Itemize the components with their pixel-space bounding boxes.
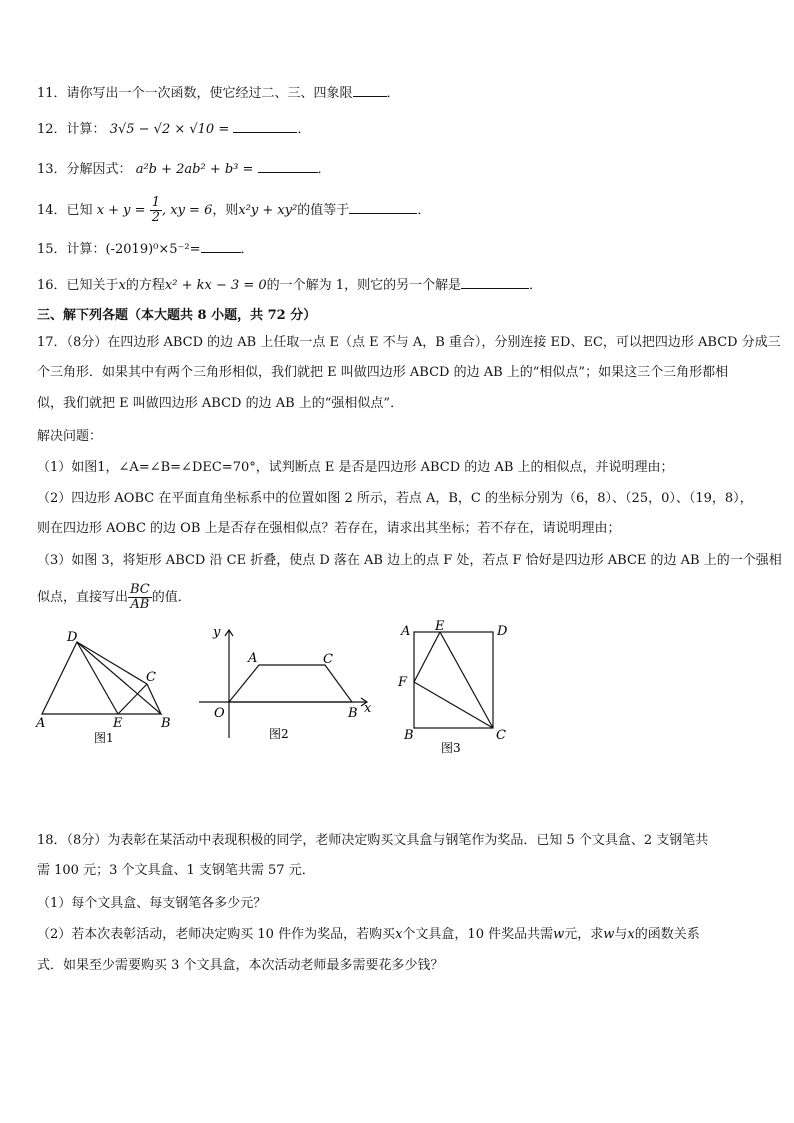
fig2-label-y: y (213, 625, 221, 640)
fig1-label-b: B (161, 716, 171, 731)
question-17-line-2: 个三角形．如果其中有两个三角形相似，我们就把 E 叫做四边形 ABCD 的边 AB 上的“相似点”；如果这三个三角形都相 (37, 365, 729, 380)
question-12-expression: 3√5 − √2 × √10 = (109, 122, 230, 137)
figure-3 (395, 618, 520, 756)
question-18-part-1: （1）每个文具盒、每支钢笔各多少元？ (37, 896, 267, 911)
figure-2 (195, 620, 380, 745)
fig3-label-e: E (435, 619, 445, 634)
fig1-label-e: E (113, 716, 123, 731)
question-17-part-3-cont: 似点，直接写出 $\frac{BC}{AB}$ 的值． (37, 582, 191, 612)
fig3-label-a: A (401, 624, 411, 639)
question-17-part-2-cont: 则在四边形 AOBC 的边 OB 上是否存在强相似点？若存在，请求出其坐标；若不存在，请说明理由； (37, 521, 621, 536)
question-17-part-1: （1）如图1，∠A=∠B=∠DEC=70°，试判断点 E 是否是四边形 ABCD 的边 AB 上的相似点，并说明理由； (37, 460, 674, 475)
question-13: 13．分解因式： a²b + 2ab² + b³ = ． (37, 162, 331, 177)
answer-blank-15[interactable] (201, 240, 241, 253)
answer-blank-11[interactable] (353, 84, 387, 97)
question-16-equation: x² + kx − 3 = 0 (164, 278, 267, 293)
fraction-one-half: $\frac{1}{2}$ (151, 195, 160, 225)
question-17-label: 解决问题： (37, 429, 103, 444)
question-15: 15．计算：(-2019)⁰×5⁻²= ． (37, 242, 254, 257)
answer-blank-13[interactable] (258, 160, 318, 173)
fig3-label-b: B (404, 728, 414, 743)
question-16: 16．已知关于x的方程x² + kx − 3 = 0的一个解为 1，则它的另一个解是 ． (37, 278, 543, 293)
section-heading: 三、解下列各题（本大题共 8 小题，共 72 分） (37, 308, 317, 323)
question-18-line-1: 18．（8分）为表彰在某活动中表现积极的同学，老师决定购买文具盒与钢笔作为奖品．已知 5 个文具盒、2 支钢笔共 (37, 833, 709, 848)
question-18-part-2: （2）若本次表彰活动，老师决定购买 10 件作为奖品，若购买x个文具盒，10 件奖品共需w元，求w与x的函数关系 (37, 927, 700, 942)
question-15-text: 15．计算：(-2019)⁰×5⁻²= (37, 242, 201, 257)
question-18-part-2-cont: 式．如果至少需要购买 3 个文具盒，本次活动老师最多需要花多少钱？ (37, 958, 444, 973)
question-12: 12．计算： 3√5 − √2 × √10 = ． (37, 122, 311, 137)
fig2-caption: 图2 (269, 727, 289, 741)
fig3-label-c: C (496, 728, 506, 743)
question-13-expression: a²b + 2ab² + b³ = (135, 162, 254, 177)
question-11-text: 11．请你写出一个一次函数，使它经过二、三、四象限 (37, 86, 353, 101)
fig2-label-o: O (214, 706, 225, 721)
fig3-caption: 图3 (441, 741, 461, 755)
fig1-label-a: A (36, 716, 46, 731)
fig3-label-d: D (497, 624, 508, 639)
question-17-line-1: 17．（8分）在四边形 ABCD 的边 AB 上任取一点 E（点 E 不与 A，B 重合），分别连接 ED、EC，可以把四边形 ABCD 分成三 (37, 335, 781, 350)
fig3-label-f: F (398, 675, 408, 690)
fig1-label-d: D (67, 630, 78, 645)
fig2-label-a: A (248, 651, 258, 666)
fig1-label-c: C (146, 670, 156, 685)
question-11: 11．请你写出一个一次函数，使它经过二、三、四象限 ． (37, 86, 400, 101)
fig2-label-x: x (364, 701, 372, 716)
question-14: 14．已知 x + y = $\frac{1}{2}$ , xy = 6，则x²y + xy²的值等于 ． (37, 195, 431, 225)
figure-1 (30, 628, 180, 748)
answer-blank-14[interactable] (349, 201, 417, 214)
fig2-label-b: B (348, 706, 358, 721)
fig1-caption: 图1 (94, 731, 114, 745)
answer-blank-12[interactable] (233, 120, 297, 133)
fig2-label-c: C (323, 652, 333, 667)
fraction-bc-over-ab: $\frac{BC}{AB}$ (130, 582, 150, 612)
question-17-part-3: （3）如图 3，将矩形 ABCD 沿 CE 折叠，使点 D 落在 AB 边上的点 F 处，若点 F 恰好是四边形 ABCE 的边 AB 上的一个强相 (37, 553, 782, 568)
answer-blank-16[interactable] (461, 276, 529, 289)
question-17-line-3: 似，我们就把 E 叫做四边形 ABCD 的边 AB 上的“强相似点”． (37, 396, 404, 411)
question-17-part-2: （2）四边形 AOBC 在平面直角坐标系中的位置如图 2 所示，若点 A，B，C 的坐标分别为（6，8）、（25，0）、（19，8）， (37, 491, 753, 506)
question-18-line-2: 需 100 元；3 个文具盒、1 支钢笔共需 57 元． (37, 863, 315, 878)
